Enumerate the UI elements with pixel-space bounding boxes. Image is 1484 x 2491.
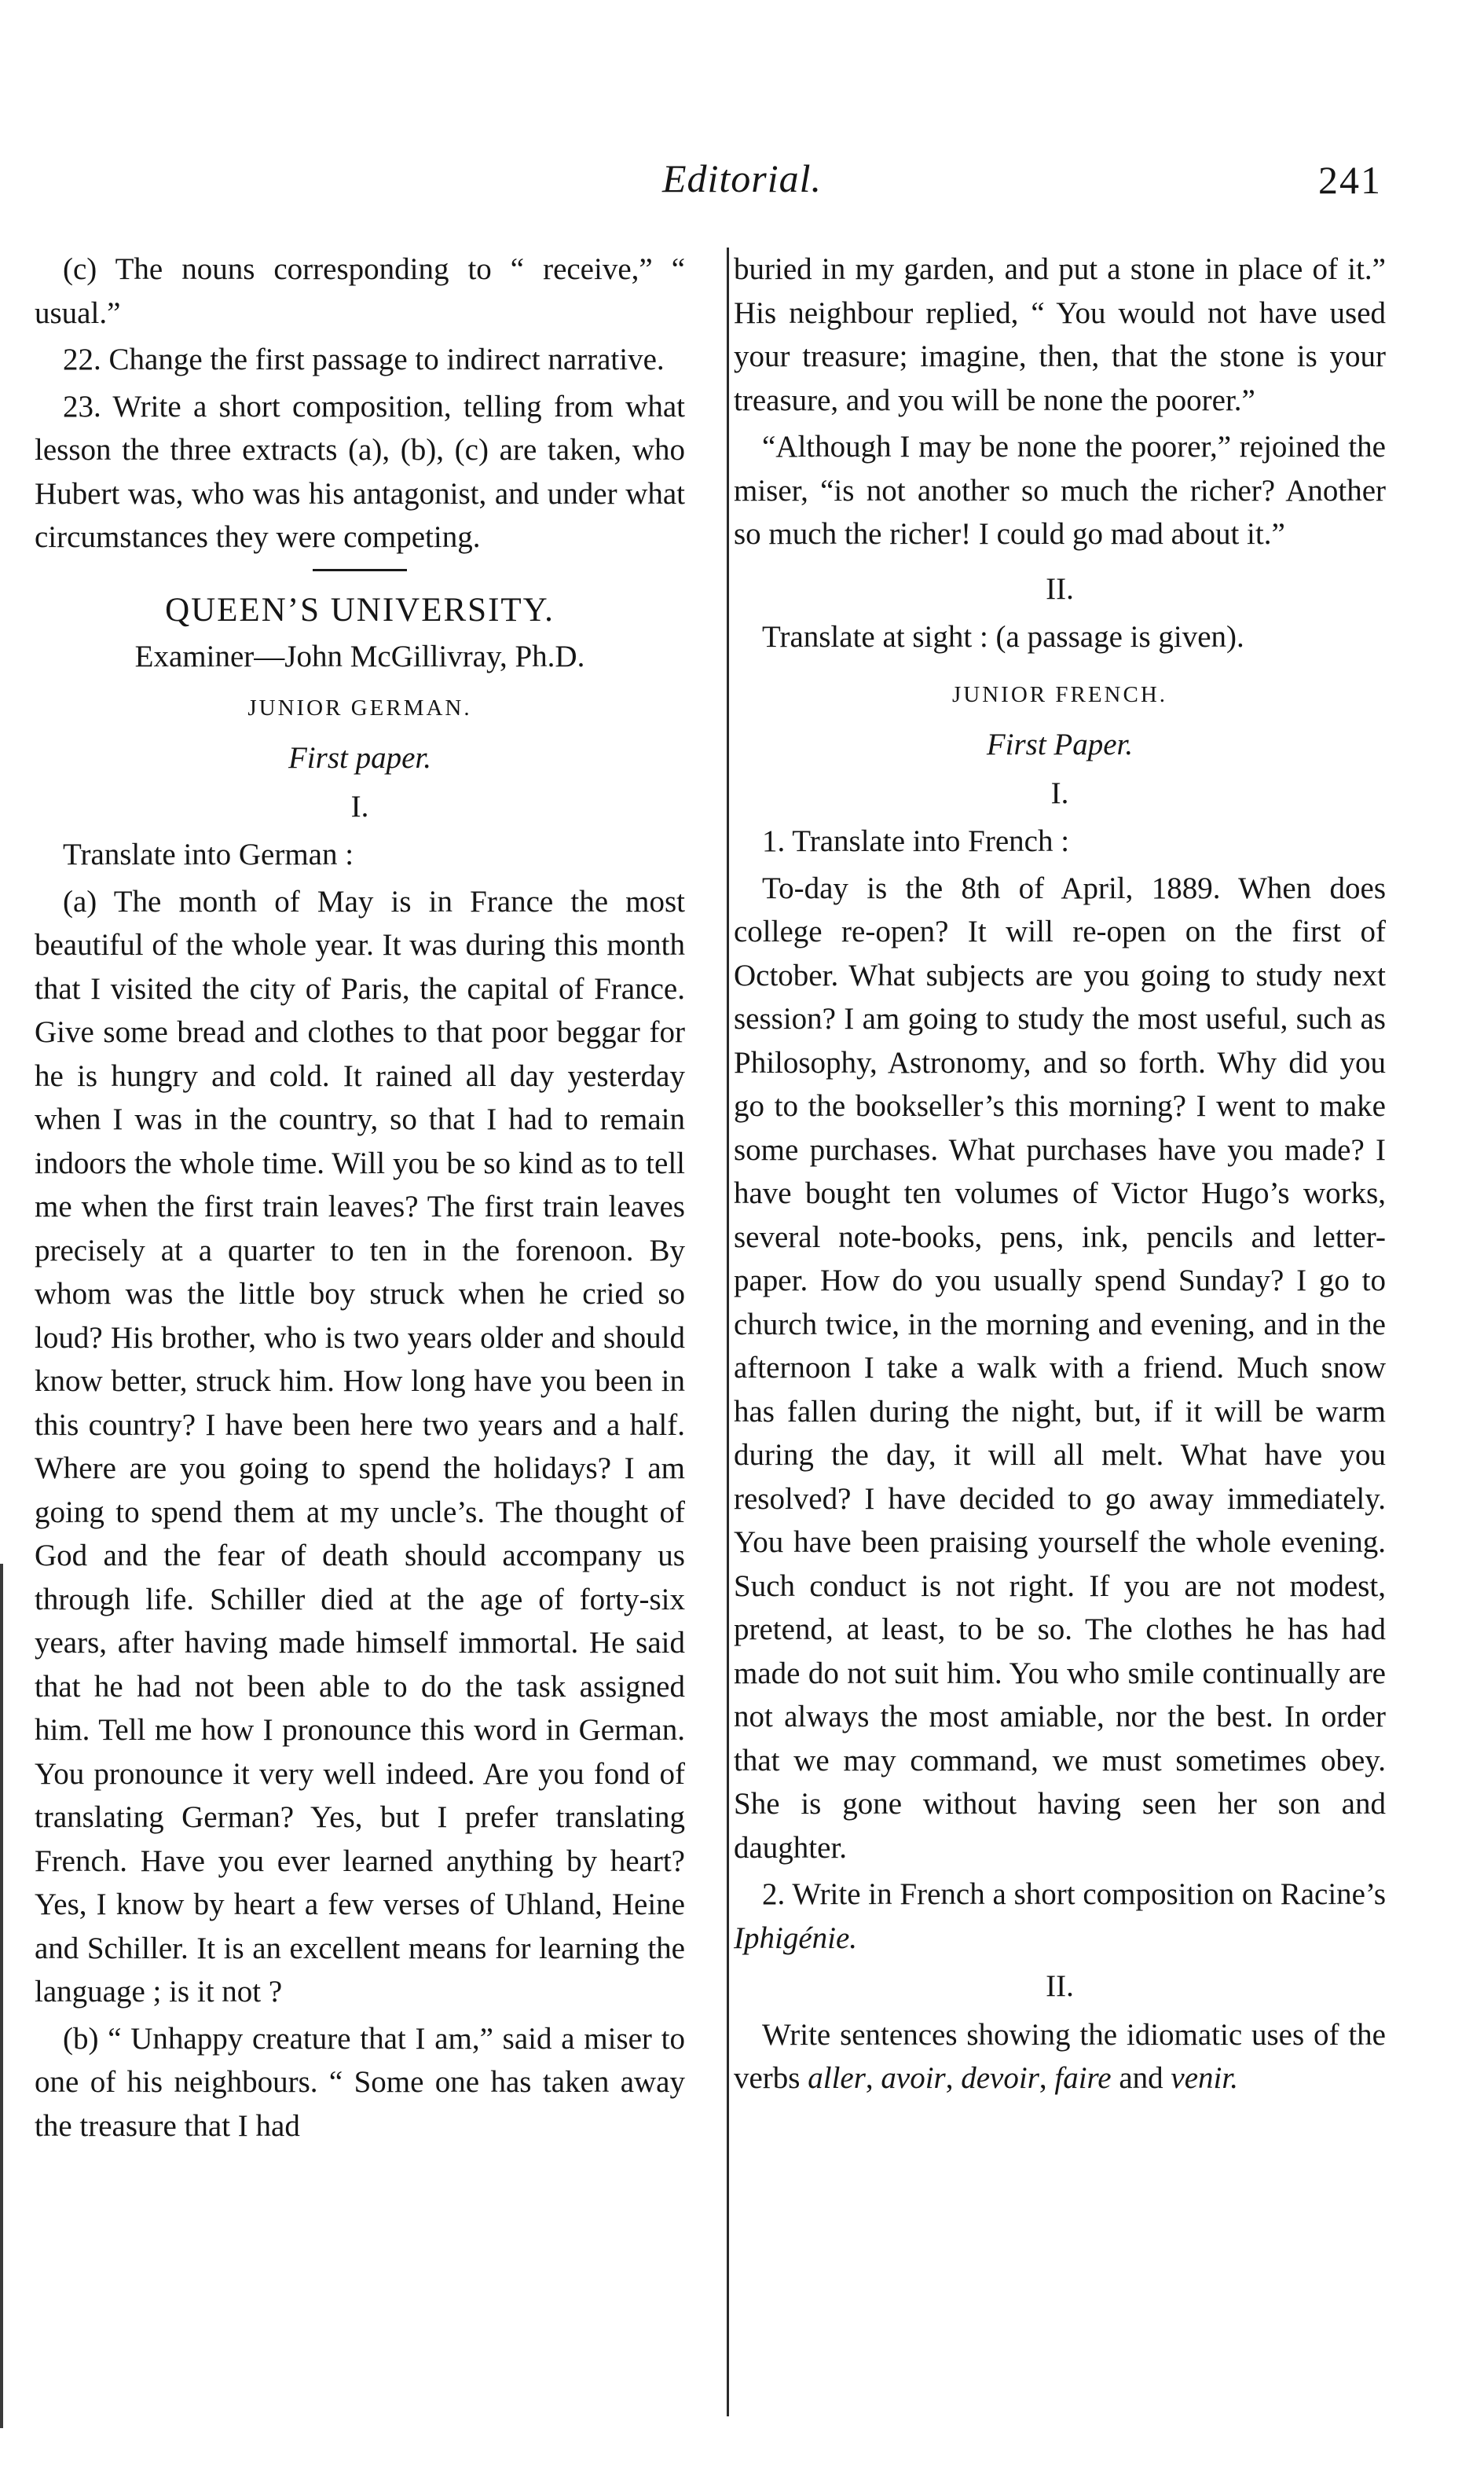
verb-avoir: avoir — [881, 2061, 946, 2095]
idiom-question: Write sentences showing the idiomatic uses of the verbs aller, avoir, devoir, faire and venir. — [734, 2017, 1386, 2095]
passage-b: (b) “ Unhappy creature that I am,” said a miser to one of his neighbours. “ Some one has taken away the treasure that I had — [35, 2021, 685, 2143]
section-numeral-french-2: II. — [1046, 1969, 1074, 2003]
section-numeral-french-1: I. — [1050, 776, 1069, 810]
subject-heading-german: JUNIOR GERMAN. — [247, 695, 472, 721]
section-numeral-german-2: II. — [1046, 571, 1074, 606]
question-c: (c) The nouns corresponding to “ receive,” “ usual.” — [35, 252, 685, 330]
paper-heading-german: First paper. — [288, 741, 431, 775]
examiner-line: Examiner—John McGillivray, Ph.D. — [134, 640, 585, 673]
running-header-title: Editorial. — [661, 156, 823, 200]
sight-translation: Translate at sight : (a passage is given). — [762, 620, 1244, 654]
column-divider — [727, 248, 729, 2416]
work-title-iphigenie: Iphigénie. — [734, 1921, 858, 1955]
binding-edge-line — [0, 1564, 3, 2428]
passage-today: To-day is the 8th of April, 1889. When does college re-open? It will re-open on the first of October. What subjects are you going to study next session? I am going to study the most useful, such as Philosophy, Astronomy, and so forth. Why did you go to the bookseller’s this morning? I went to make some purchases. What purchases have you made? I have bought ten volumes of Victor Hugo’s works, several note-books, pens, ink, pencils and letter-paper. How do you usually spend Sunday? I go to church twice, in the morning and evening, and in the afternoon I take a walk with a friend. Much snow has fallen during the night, but, if it will be warm during the day, it will all melt. What have you resolved? I have decided to go away immediately. You have been praising yourself the whole evening. Such conduct is not right. If you are not modest, pretend, at least, to be so. The clothes he has had made do not suit him. You who smile continually are not always the most amiable, nor the best. In order that we may command, we must sometimes obey. She is gone without having seen her son and daughter. — [734, 871, 1386, 1865]
and-word: and — [1119, 2061, 1163, 2095]
verb-devoir: devoir — [961, 2061, 1039, 2095]
left-column — [35, 248, 685, 2151]
question-22: 22. Change the first passage to indirect narrative. — [63, 343, 665, 376]
subject-heading-french: JUNIOR FRENCH. — [951, 681, 1168, 707]
question-2-french — [734, 1873, 1386, 1960]
passage-a: (a) The month of May is in France the most beautiful of the whole year. It was during this month that I visited the city of Paris, the capital of France. Give some bread and clothes to that poor beggar for he is hungry and cold. It rained all day yesterday when I was in the country, so that I had to remain indoors the whole time. Will you be so kind as to tell me when the first train leaves? The first train leaves precisely at a quarter to ten in the forenoon. By whom was the little boy struck when he cried so loud? His brother, who is two years older and should know better, struck him. How long have you been in this country? I have been here two years and a half. Where are you going to spend the holidays? I am going to spend them at my uncle’s. The thought of God and the fear of death should accompany us through life. Schiller died at the age of forty-six years, after having made himself immortal. He said that he had not been able to do the task assigned him. Tell me how I pronounce this word in German. You pronounce it very well indeed. Are you fond of translating German? Yes, but I prefer translating French. Have you ever learned anything by heart? Yes, I know by heart a few verses of Uhland, Heine and Schiller. It is an excellent means for learning the language ; is it not ? — [35, 884, 685, 2009]
idiom-question-text: Write sentences showing the idiomatic uses of the verbs — [734, 2017, 1386, 2095]
question-23: 23. Write a short composition, telling from what lesson the three extracts (a), (b), (c) are taken, who Hubert was, who was his antagonist, and under what circumstances they were competing. — [35, 389, 685, 554]
section-rule — [313, 569, 407, 571]
instruction-german: Translate into German : — [63, 838, 354, 871]
passage-miser-reply: “Although I may be none the poorer,” rejoined the miser, “is not another so much the richer? Another so much the richer! I could go mad about it.” — [734, 430, 1386, 551]
verb-faire: faire — [1054, 2061, 1112, 2095]
passage-b-continued: buried in my garden, and put a stone in place of it.” His neighbour replied, “ You would not have used your treasure; imagine, then, that the stone is your treasure, and you will be none the poorer.” — [734, 252, 1386, 417]
paper-heading-french: First Paper. — [986, 728, 1134, 761]
verb-aller: aller — [808, 2061, 866, 2095]
question-2-text: 2. Write in French a short composition on Racine’s — [762, 1877, 1386, 1911]
university-heading: QUEEN’S UNIVERSITY. — [165, 591, 555, 629]
question-1-french: 1. Translate into French : — [762, 824, 1070, 858]
verb-venir: venir. — [1171, 2061, 1238, 2095]
page-number: 241 — [1318, 158, 1382, 202]
right-column — [734, 248, 1386, 2104]
section-numeral-german-1: I. — [350, 789, 369, 824]
